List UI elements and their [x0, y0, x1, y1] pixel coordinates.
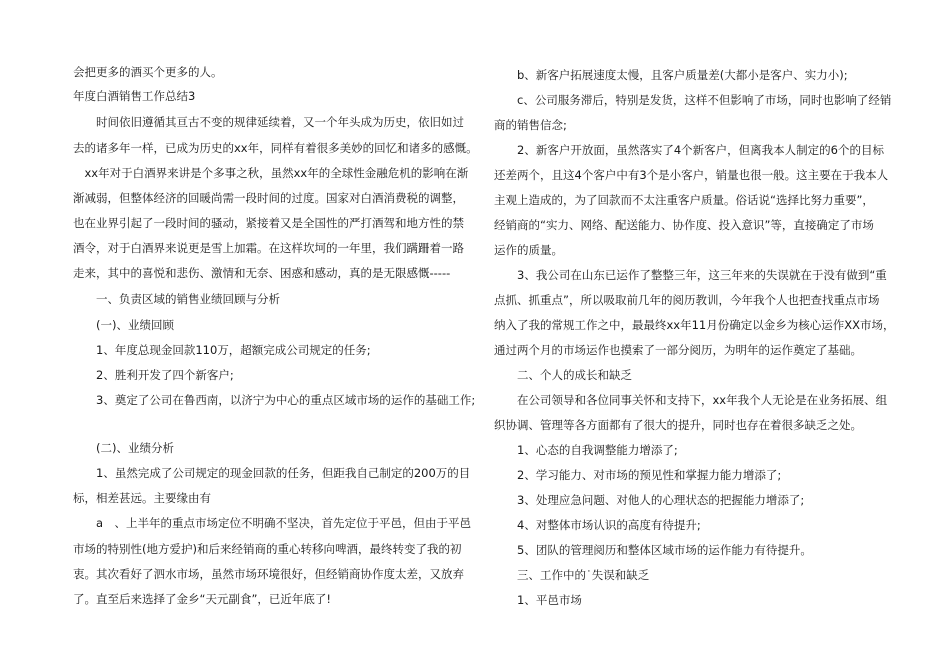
- list-item: 1、心态的自我调整能力增添了;: [494, 443, 678, 457]
- text-line: 标，相差甚远。主要缘由有: [73, 491, 211, 505]
- text-line: 经销商的“实力、网络、配送能力、协作度、投入意识”等，直接确定了市场: [494, 218, 874, 232]
- text-line: xx年对于白酒界来讲是个多事之秋，虽然xx年的全球性金融危机的影响在渐: [73, 166, 469, 180]
- text-line: 3、我公司在山东已运作了整整三年，这三年来的失误就在于没有做到“重: [494, 268, 887, 282]
- text-line: 1、虽然完成了公司规定的现金回款的任务，但距我自己制定的200万的目: [73, 466, 471, 480]
- text-line: a 、上半年的重点市场定位不明确不坚决，首先定位于平邑，但由于平邑: [73, 516, 472, 530]
- text-line: 纳入了我的常规工作之中，最最终xx年11月份确定以金乡为核心运作XX市场，: [494, 318, 895, 332]
- text-line: 渐减弱，但整体经济的回暖尚需一段时间的过度。国家对白酒消费税的调整，: [73, 191, 464, 205]
- text-line: b、新客户拓展速度太慢，且客户质量差(大都小是客户、实力小);: [494, 68, 848, 82]
- text-line: 市场的特别性(地方爱护)和后来经销商的重心转移向啤酒，最终转变了我的初: [73, 542, 462, 556]
- text-line: 酒令，对于白酒界来说更是雪上加霜。在这样坎坷的一年里，我们蹒跚着一路: [73, 241, 464, 255]
- list-item: 3、处理应急问题、对他人的心理状态的把握能力增添了;: [494, 493, 805, 507]
- section-title: 年度白酒销售工作总结3: [73, 89, 196, 103]
- text-line: 织协调、管理等各方面都有了很大的提升，同时也存在着很多缺乏之处。: [494, 418, 862, 432]
- list-item: 5、团队的管理阅历和整体区域市场的运作能力有待提升。: [494, 543, 812, 557]
- text-line: 运作的质量。: [494, 243, 563, 257]
- subheading: (二)、业绩分析: [73, 441, 174, 455]
- subheading: (一)、业绩回顾: [73, 318, 174, 332]
- text-line: c、公司服务滞后，特别是发货，这样不但影响了市场，同时也影响了经销: [494, 93, 892, 107]
- text-line: 了。直至后来选择了金乡“天元副食”，已近年底了!: [73, 592, 332, 606]
- heading: 三、工作中的˙失误和缺乏: [494, 568, 650, 582]
- text-line: 在公司领导和各位同事关怀和支持下，xx年我个人无论是在业务拓展、组: [494, 393, 888, 407]
- text-line: 去的诸多年一样，已成为历史的xx年，同样有着很多美妙的回忆和诸多的感慨。: [73, 141, 478, 155]
- text-line: 通过两个月的市场运作也摸索了一部分阅历，为明年的运作奠定了基础。: [494, 343, 862, 357]
- list-item: 4、对整体市场认识的高度有待提升;: [494, 518, 701, 532]
- text-line: 还差两个，且这4个客户中有3个是小客户，销量也很一般。这主要在于我本人: [494, 168, 889, 182]
- text-line: 时间依旧遵循其亘古不变的规律延续着，又一个年头成为历史，依旧如过: [73, 115, 464, 129]
- text-line: 主观上造成的，为了回款而不太注重客户质量。俗话说“选择比努力重要”，: [494, 193, 874, 207]
- heading: 二、个人的成长和缺乏: [494, 368, 632, 382]
- text-line: 商的销售信念;: [494, 118, 567, 132]
- list-item: 1、平邑市场: [494, 593, 582, 607]
- text-line: 走来，其中的喜悦和悲伤、激情和无奈、困惑和感动，真的是无限感慨-----: [73, 266, 451, 280]
- list-item: 3、奠定了公司在鲁西南，以济宁为中心的重点区域市场的运作的基础工作;: [73, 393, 476, 407]
- text-line: 衷。其次看好了泗水市场，虽然市场环境很好，但经销商协作度太差，又放弃: [73, 567, 464, 581]
- text-line: 也在业界引起了一段时间的骚动，紧接着又是全国性的严打酒驾和地方性的禁: [73, 216, 464, 230]
- list-item: 2、学习能力、对市场的预见性和掌握力能力增添了;: [494, 468, 782, 482]
- heading: 一、负责区域的销售业绩回顾与分析: [73, 292, 280, 306]
- text-line: 2、新客户开放面，虽然落实了4个新客户，但离我本人制定的6个的目标: [494, 143, 884, 157]
- list-item: 2、胜利开发了四个新客户;: [73, 368, 234, 382]
- list-item: 1、年度总现金回款110万，超额完成公司规定的任务;: [73, 343, 371, 357]
- text-line: 会把更多的酒买个更多的人。: [73, 65, 223, 79]
- text-line: 点抓、抓重点”，所以吸取前几年的阅历教训，今年我个人也把查找重点市场: [494, 293, 880, 307]
